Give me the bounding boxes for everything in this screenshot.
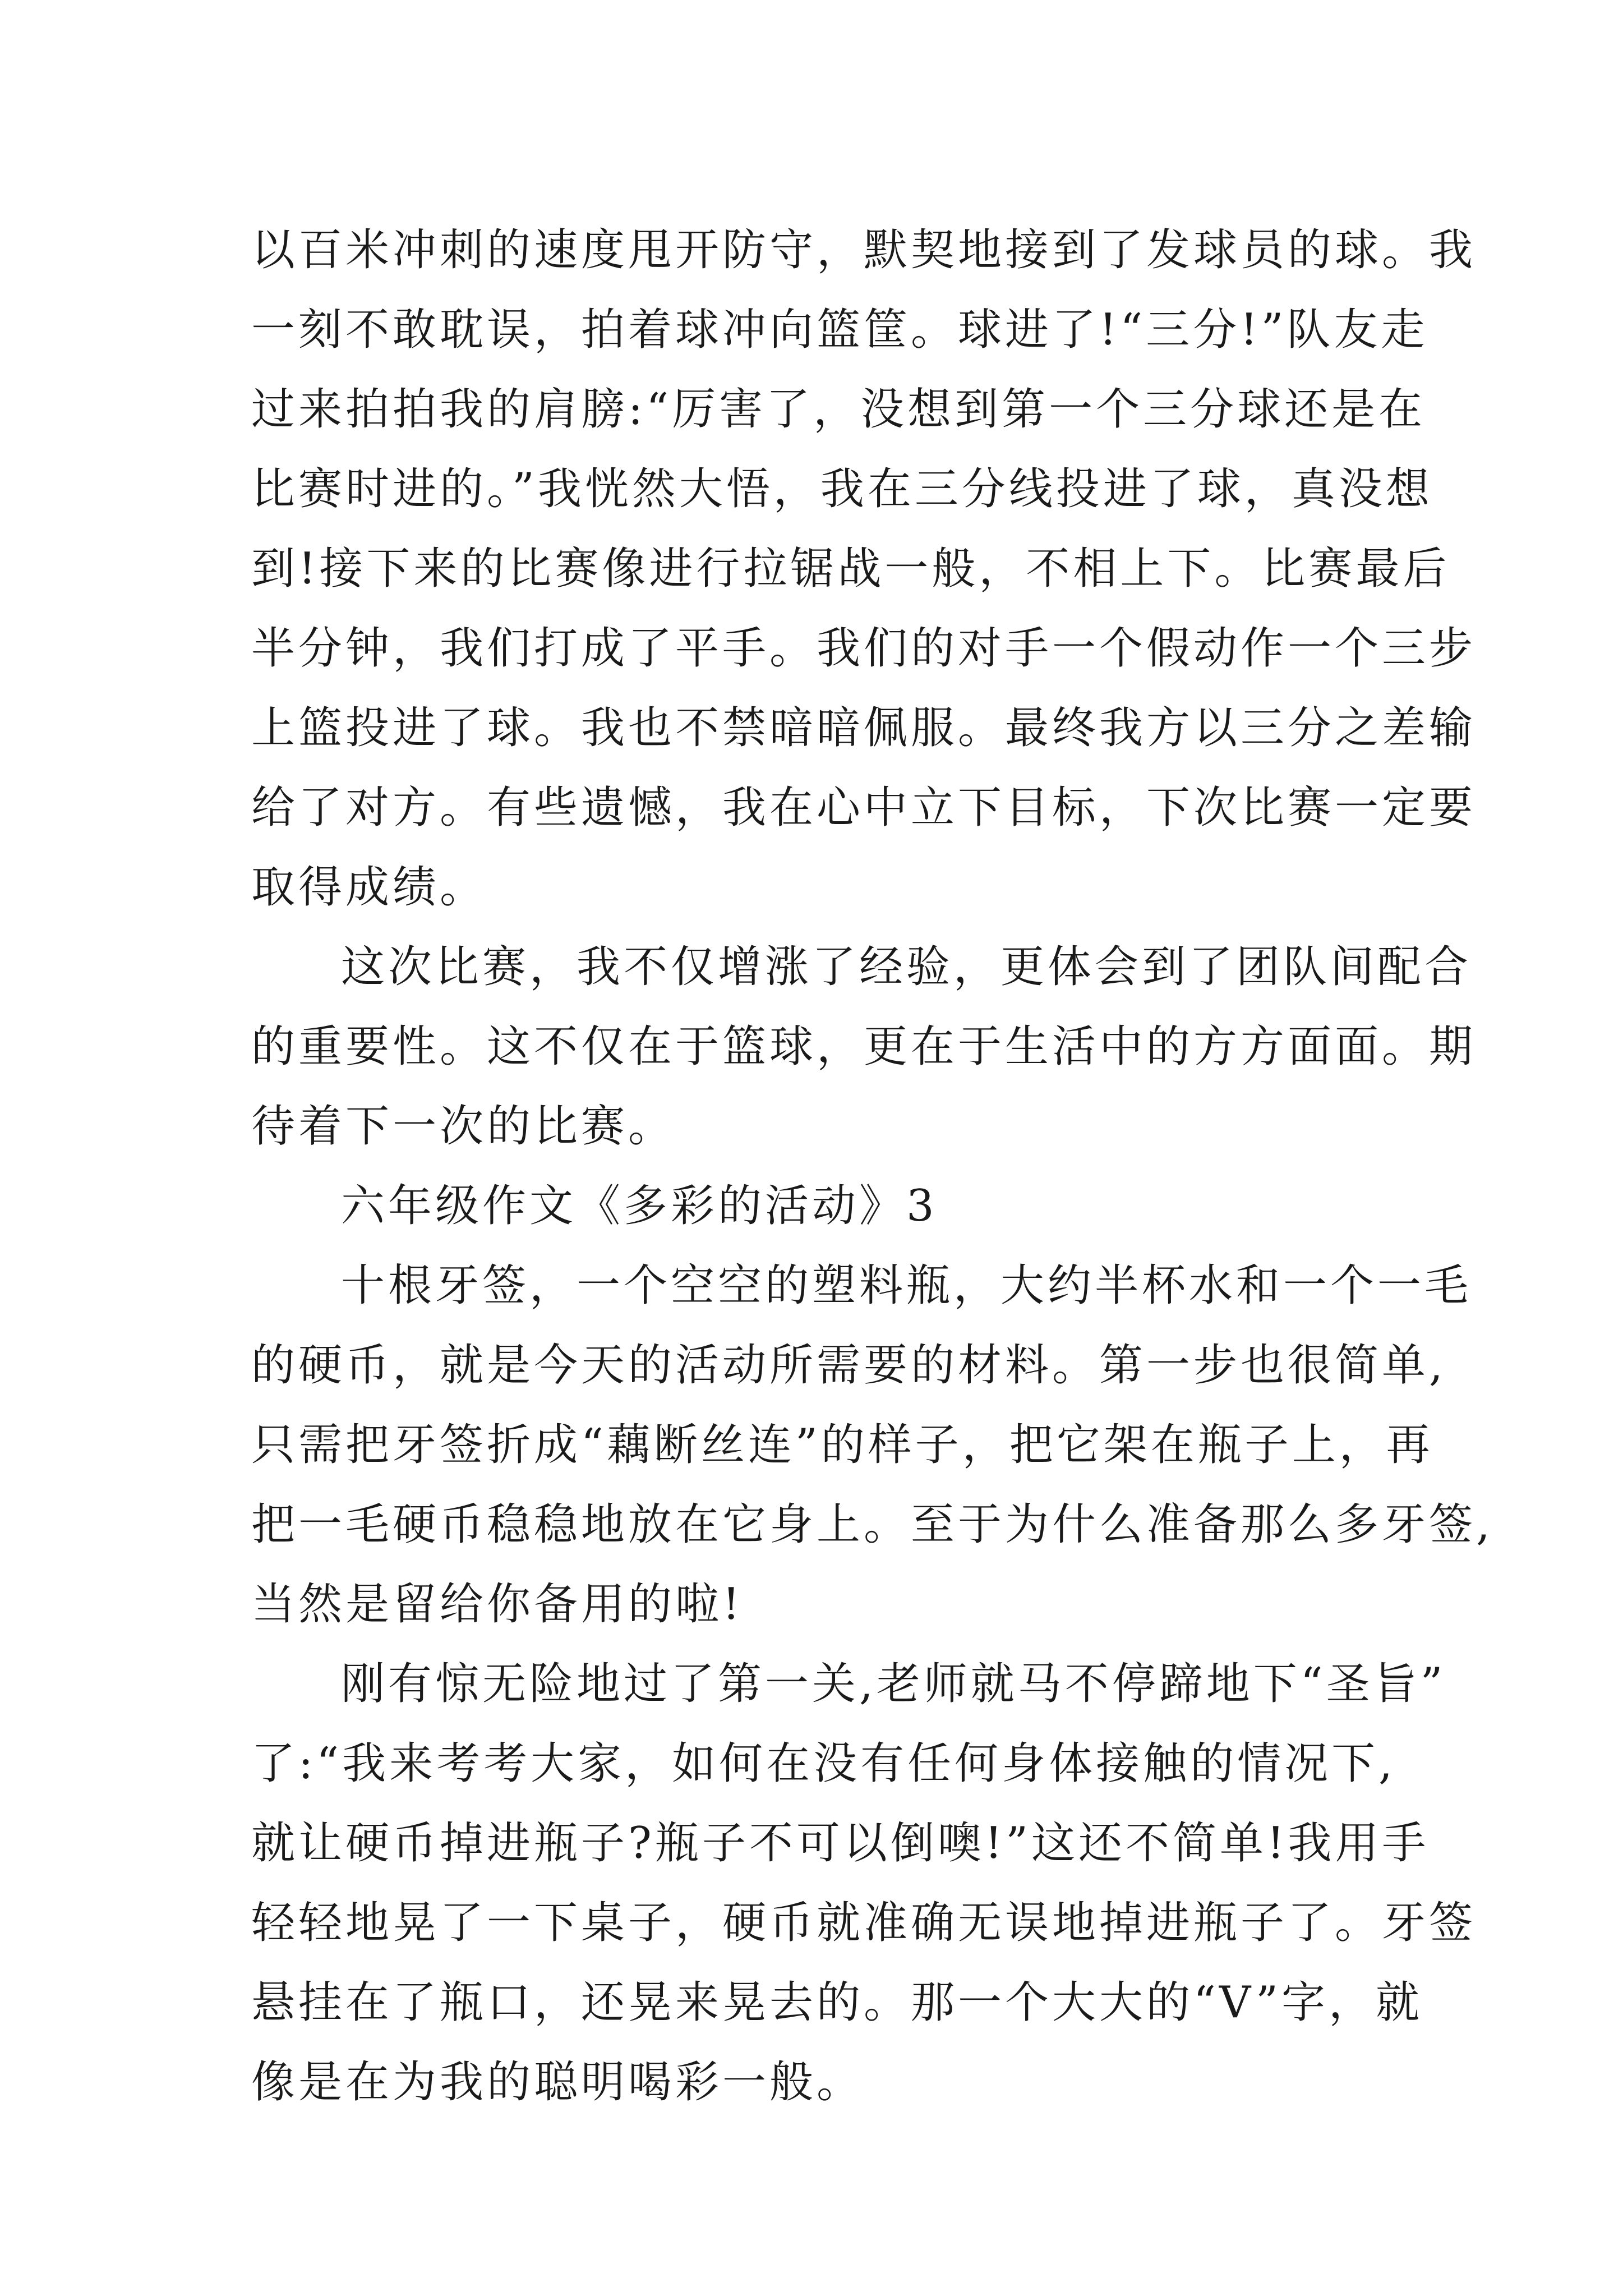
text-line: 半分钟，我们打成了平手。我们的对手一个假动作一个三步 bbox=[251, 623, 1477, 674]
text-line: 过来拍拍我的肩膀:“厉害了，没想到第一个三分球还是在 bbox=[251, 384, 1426, 435]
text-line: 了:“我来考考大家，如何在没有任何身体接触的情况下, bbox=[251, 1738, 1396, 1789]
text-line: 的硬币，就是今天的活动所需要的材料。第一步也很简单, bbox=[251, 1340, 1446, 1391]
text-line: 待着下一次的比赛。 bbox=[251, 1101, 676, 1152]
text-line: 就让硬币掉进瓶子?瓶子不可以倒噢!”这还不简单!我用手 bbox=[251, 1818, 1430, 1869]
text-line: 取得成绩。 bbox=[251, 862, 487, 913]
text-line: 以百米冲刺的速度甩开防守，默契地接到了发球员的球。我 bbox=[251, 225, 1477, 275]
text-line: 悬挂在了瓶口，还晃来晃去的。那一个大大的“V”字，就 bbox=[251, 1977, 1423, 2028]
text-line: 的重要性。这不仅在于篮球，更在于生活中的方方面面。期 bbox=[251, 1022, 1477, 1072]
text-line: 当然是留给你备用的啦! bbox=[251, 1579, 744, 1630]
text-line: 像是在为我的聪明喝彩一般。 bbox=[251, 2057, 864, 2108]
text-line: 到!接下来的比赛像进行拉锯战一般，不相上下。比赛最后 bbox=[251, 544, 1450, 594]
document-body bbox=[251, 210, 1493, 2122]
text-line: 刚有惊无险地过了第一关,老师就马不停蹄地下“圣旨” bbox=[341, 1659, 1446, 1709]
text-line: 只需把牙签折成“藕断丝连”的样子，把它架在瓶子上，再 bbox=[251, 1420, 1433, 1470]
text-line: 这次比赛，我不仅增涨了经验，更体会到了团队间配合 bbox=[341, 942, 1472, 992]
text-line: 十根牙签，一个空空的塑料瓶，大约半杯水和一个一毛 bbox=[341, 1260, 1472, 1311]
text-line: 一刻不敢耽误，拍着球冲向篮筐。球进了!“三分!”队友走 bbox=[251, 305, 1428, 355]
text-line: 轻轻地晃了一下桌子，硬币就准确无误地掉进瓶子了。牙签 bbox=[251, 1898, 1477, 1948]
section-heading: 六年级作文《多彩的活动》3 bbox=[341, 1181, 938, 1231]
text-line: 把一毛硬币稳稳地放在它身上。至于为什么准备那么多牙签, bbox=[251, 1499, 1493, 1550]
text-line: 上篮投进了球。我也不禁暗暗佩服。最终我方以三分之差输 bbox=[251, 703, 1477, 753]
text-line: 比赛时进的。”我恍然大悟，我在三分线投进了球，真没想 bbox=[251, 464, 1433, 514]
text-line: 给了对方。有些遗憾，我在心中立下目标，下次比赛一定要 bbox=[251, 783, 1477, 833]
